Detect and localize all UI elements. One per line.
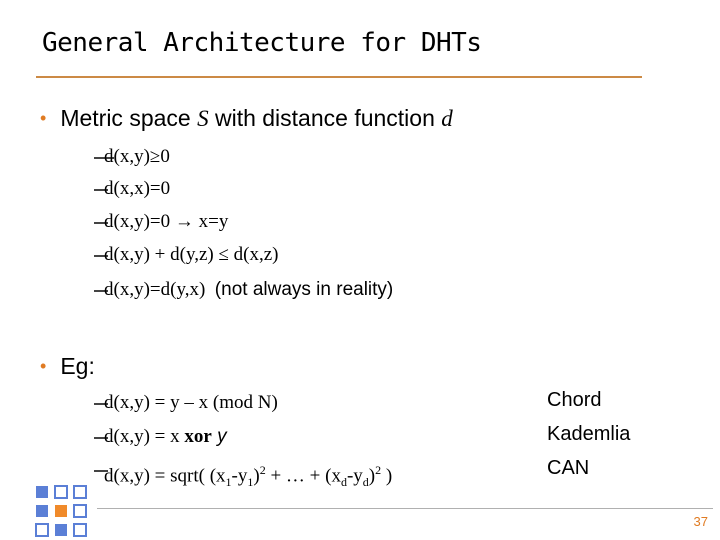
symmetry-note: (not always in reality) <box>214 279 394 300</box>
subscript: 1 <box>247 475 254 490</box>
dht-name-chord: Chord <box>547 389 602 411</box>
title-underline <box>36 76 642 78</box>
dht-name-kademlia: Kademlia <box>547 423 631 445</box>
bullet-dot-icon: • <box>40 356 47 376</box>
bullet-dot-icon: • <box>40 108 47 128</box>
subscript: 1 <box>225 475 232 490</box>
property-text <box>104 279 393 301</box>
example-text-part: d(x,y) = sqrt( (x <box>104 465 226 487</box>
property-text: d(x,x)=0 <box>104 178 171 199</box>
property-text: d(x,y)=0 → x=y <box>104 211 229 232</box>
example-text-part: ) <box>381 465 393 487</box>
example-text-part: + … + (x <box>265 465 341 487</box>
xor-keyword: xor <box>184 426 212 447</box>
bullet1-var-s: S <box>197 106 209 131</box>
example-text-part: -y <box>346 465 363 487</box>
example-text-part: -y <box>231 465 248 487</box>
example-text <box>104 426 227 448</box>
dht-name-can: CAN <box>547 457 590 479</box>
superscript: 2 <box>259 463 266 477</box>
property-text: d(x,y)≥0 <box>104 146 170 167</box>
bullet1-var-d: d <box>441 106 453 131</box>
bullet2-label: Eg: <box>60 353 95 379</box>
property-text: d(x,y) + d(y,z) ≤ d(x,z) <box>104 244 279 265</box>
superscript: 2 <box>375 463 382 477</box>
example-text-part: y <box>211 426 227 447</box>
bullet1-middle: with distance function <box>208 105 442 131</box>
bullet1-prefix: Metric space <box>60 105 198 131</box>
symmetry-formula: d(x,y)=d(y,x) <box>104 279 206 300</box>
footer-rule <box>97 508 713 509</box>
example-text-part: d(x,y) = x <box>104 426 185 447</box>
example-text: d(x,y) = y – x (mod N) <box>104 392 278 413</box>
example-text <box>104 459 392 493</box>
subscript: d <box>362 475 369 490</box>
subscript: d <box>340 475 347 490</box>
example-text-part: ) <box>253 465 260 487</box>
squares-logo-icon <box>0 0 100 540</box>
example-text-part: ) <box>368 465 376 487</box>
bullet-metric-space <box>40 104 453 134</box>
page-number: 37 <box>693 514 708 529</box>
slide-title: General Architecture for DHTs <box>42 28 482 58</box>
